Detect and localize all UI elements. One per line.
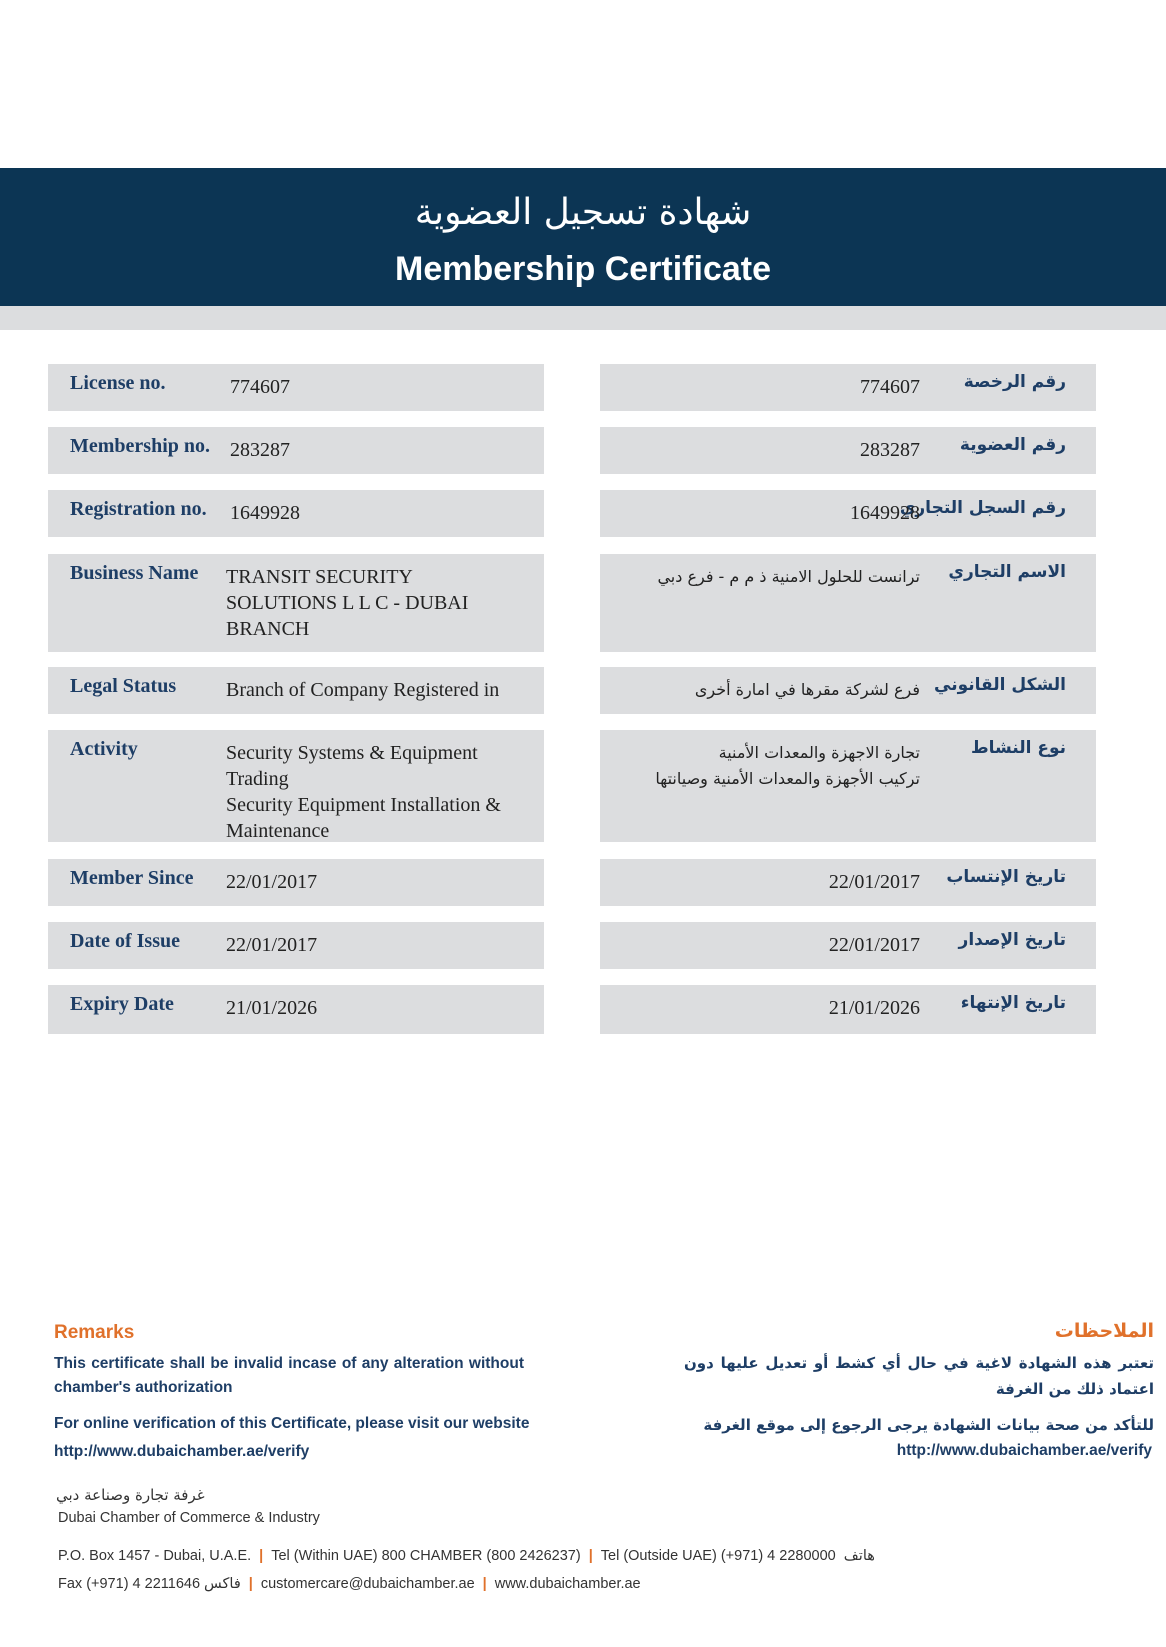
- email-link[interactable]: customercare@dubaichamber.ae: [260, 1576, 475, 1592]
- fax-ar: فاكس: [204, 1576, 241, 1592]
- issue-date-label-ar: تاريخ الإصدار: [958, 930, 1066, 950]
- remarks-title-en: Remarks: [54, 1322, 135, 1343]
- business-name-value-en: TRANSIT SECURITY SOLUTIONS L L C - DUBAI BRANCH: [226, 566, 469, 640]
- business-name-row-ar: [600, 554, 1096, 652]
- contact-line-2: [58, 1576, 641, 1592]
- member-since-row-en: [48, 859, 544, 906]
- activity-line-ar: تركيب الأجهزة والمعدات الأمنية وصيانتها: [655, 769, 920, 788]
- issue-date-row-en: [48, 922, 544, 969]
- license-value-en: 774607: [230, 376, 290, 398]
- issue-date-value-ar: 22/01/2017: [828, 934, 920, 956]
- remark-verify-en: For online verification of this Certificate, please visit our website: [54, 1415, 530, 1432]
- member-since-value-ar: 22/01/2017: [828, 871, 920, 893]
- tel-within: Tel (Within UAE) 800 CHAMBER (800 2426237): [271, 1548, 581, 1564]
- separator: |: [259, 1548, 264, 1564]
- legal-status-row-ar: [600, 667, 1096, 714]
- certificate-header: [0, 168, 1166, 306]
- separator: |: [248, 1576, 253, 1592]
- issue-date-row-ar: [600, 922, 1096, 969]
- legal-status-value-ar: فرع لشركة مقرها في امارة أخرى: [694, 680, 920, 699]
- registration-label-ar: رقم السجل التجاري: [899, 498, 1066, 518]
- membership-row-ar: [600, 427, 1096, 474]
- registration-value-ar: 1649928: [850, 502, 920, 524]
- activity-value-en: [226, 740, 526, 844]
- activity-label-en: Activity: [70, 738, 138, 760]
- separator: |: [482, 1576, 487, 1592]
- registration-row-ar: [600, 490, 1096, 537]
- expiry-date-value-ar: 21/01/2026: [828, 997, 920, 1019]
- expiry-date-label-ar: تاريخ الإنتهاء: [960, 993, 1066, 1013]
- member-since-row-ar: [600, 859, 1096, 906]
- business-name-value-ar: ترانست للحلول الامنية ذ م م - فرع دبي: [657, 567, 920, 586]
- activity-line-en: Security Systems & Equipment Trading: [226, 742, 478, 790]
- business-name-row-en: [48, 554, 544, 652]
- title-arabic: شهادة تسجيل العضوية: [414, 192, 752, 233]
- activity-row-en: [48, 730, 544, 842]
- membership-value-en: 283287: [230, 439, 290, 461]
- membership-value-ar: 283287: [860, 439, 920, 461]
- registration-row-en: [48, 490, 544, 537]
- member-since-label-en: Member Since: [70, 867, 194, 889]
- legal-status-value-en: Branch of Company Registered in: [226, 679, 500, 701]
- activity-value-ar: [610, 740, 920, 792]
- legal-status-row-en: [48, 667, 544, 714]
- legal-status-label-en: Legal Status: [70, 675, 177, 697]
- legal-status-label-ar: الشكل القانوني: [934, 675, 1066, 695]
- contact-line-1: [58, 1548, 875, 1564]
- registration-value-en: 1649928: [230, 502, 300, 524]
- header-divider-strip: [0, 306, 1166, 330]
- member-since-value-en: 22/01/2017: [226, 871, 318, 893]
- remark-verify-ar: للتأكد من صحة بيانات الشهادة يرجى الرجوع إلى موقع الغرفة: [703, 1416, 1154, 1434]
- expiry-date-label-en: Expiry Date: [70, 993, 174, 1015]
- business-name-label-ar: الاسم التجاري: [948, 562, 1066, 582]
- license-row-ar: [600, 364, 1096, 411]
- fax: Fax (+971) 4 2211646: [58, 1576, 201, 1592]
- member-since-label-ar: تاريخ الإنتساب: [946, 867, 1066, 887]
- remarks-title-ar: الملاحظات: [1054, 1320, 1154, 1342]
- license-label-en: License no.: [70, 372, 166, 394]
- issue-date-label-en: Date of Issue: [70, 930, 180, 952]
- separator: |: [588, 1548, 593, 1564]
- verify-url-en[interactable]: http://www.dubaichamber.ae/verify: [54, 1443, 310, 1460]
- website-link[interactable]: www.dubaichamber.ae: [494, 1576, 641, 1592]
- expiry-date-row-en: [48, 985, 544, 1034]
- activity-label-ar: نوع النشاط: [970, 738, 1066, 758]
- issue-date-value-en: 22/01/2017: [226, 934, 318, 956]
- activity-line-ar: تجارة الاجهزة والمعدات الأمنية: [718, 743, 920, 762]
- license-label-ar: رقم الرخصة: [963, 372, 1066, 392]
- org-name-ar: غرفة تجارة وصناعة دبي: [56, 1486, 205, 1504]
- membership-row-en: [48, 427, 544, 474]
- tel-outside: Tel (Outside UAE) (+971) 4 2280000: [600, 1548, 836, 1564]
- license-value-ar: 774607: [860, 376, 920, 398]
- membership-label-ar: رقم العضوية: [959, 435, 1066, 455]
- org-name-en: Dubai Chamber of Commerce & Industry: [58, 1510, 320, 1526]
- tel-outside-ar: هاتف: [843, 1548, 875, 1564]
- membership-label-en: Membership no.: [70, 435, 210, 457]
- activity-row-ar: [600, 730, 1096, 842]
- expiry-date-row-ar: [600, 985, 1096, 1034]
- po-box: P.O. Box 1457 - Dubai, U.A.E.: [58, 1548, 252, 1564]
- activity-line-en: Security Equipment Installation & Maintenance: [226, 794, 501, 842]
- business-name-label-en: Business Name: [70, 562, 199, 584]
- title-english: Membership Certificate: [395, 250, 771, 288]
- remark-invalid-en: This certificate shall be invalid incase of any alteration without chamber's authorization: [54, 1355, 524, 1396]
- registration-label-en: Registration no.: [70, 498, 207, 520]
- verify-url-ar[interactable]: http://www.dubaichamber.ae/verify: [896, 1442, 1152, 1459]
- license-row-en: [48, 364, 544, 411]
- expiry-date-value-en: 21/01/2026: [226, 997, 318, 1019]
- remark-invalid-ar: تعتبر هذه الشهادة لاغية في حال أي كشط أو تعديل عليها دون اعتماد ذلك من الغرفة: [684, 1354, 1154, 1398]
